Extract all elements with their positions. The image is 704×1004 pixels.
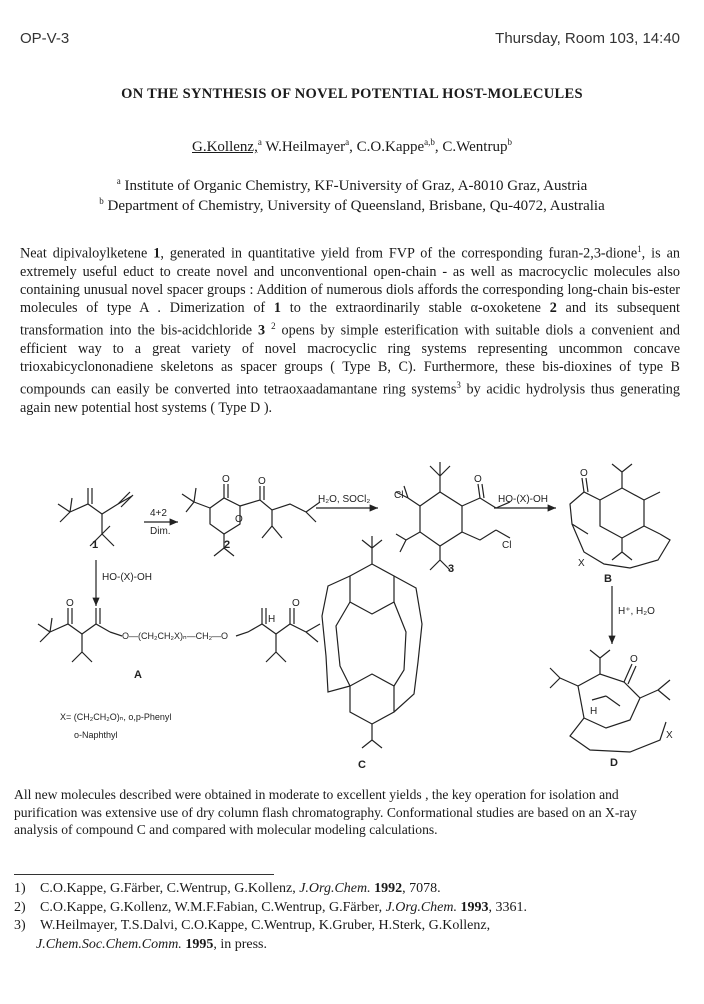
citation-1: 1 <box>637 244 642 254</box>
reference-2-number: 2) <box>14 899 26 915</box>
atom-label-o-6: O <box>66 598 74 609</box>
author-heilmayer: W.Heilmayer <box>261 139 346 155</box>
arrow-hplus-label: H⁺, H₂O <box>618 606 655 617</box>
abstract-text-3: , is an extremely useful educt to create novel and unconventional open-chain - as well as macrocyclic molecules also containing unusual novel spacer groups : Addition of numerous diols affords the corresponding long-chain bis-ester molecules of type A . Dimerization of <box>20 245 680 317</box>
reference-3-number: 3) <box>14 918 26 933</box>
session-code: OP-V-3 <box>20 30 70 47</box>
compound-label-1: 1 <box>92 539 99 551</box>
compound-ref-1b: 1 <box>273 300 281 317</box>
arrow-dim-label-top: 4+2 <box>150 508 167 519</box>
structure-compound-b <box>570 464 670 568</box>
references-list <box>14 880 682 954</box>
atom-label-o-1: O <box>235 514 243 525</box>
abstract-text-7: by acidic hydrolysis thus generating again new potential host systems ( Type D ). <box>20 381 680 416</box>
atom-label-cl-2: Cl <box>502 540 512 551</box>
affiliation-a-text: Institute of Organic Chemistry, KF-University of Graz, A-8010 Graz, Austria <box>124 178 588 194</box>
reference-2-pages: , 3361. <box>488 899 528 915</box>
chain-a-label: O—(CH₂CH₂X)ₙ—CH₂—O <box>122 631 229 641</box>
citation-2: 2 <box>271 321 276 332</box>
affiliation-b-mark: b <box>99 196 104 206</box>
atom-label-h-a: H <box>268 614 276 625</box>
x-definition-line-2: o-Naphthyl <box>74 730 118 740</box>
arrow-h2o-socl2-label: H₂O, SOCl₂ <box>318 494 371 505</box>
reference-3 <box>14 917 682 954</box>
author-kappe: , C.O.Kappe <box>349 139 425 155</box>
author-kollenz-affil: a <box>257 137 262 147</box>
abstract-text-6: opens by simple esterification with suitable diols a convenient and efficient way to a great variety of novel macrocyclic ring systems representing uncommon concave trioxabicyclononadiene skeletons as spacer groups ( Type B, C). Furthermore, these bis-dioxines of type B compounds can easily be converted into tetraoxaadamantane ring systems <box>20 322 681 398</box>
atom-label-o-5: O <box>580 468 588 479</box>
affiliation-b-text: Department of Chemistry, University of Queensland, Brisbane, Qu-4072, Australia <box>107 198 605 214</box>
compound-label-d: D <box>610 757 618 769</box>
structure-compound-c <box>322 536 422 748</box>
reference-3-authors: W.Heilmayer, T.S.Dalvi, C.O.Kappe, C.Wentrup, K.Gruber, H.Sterk, G.Kollenz, <box>40 918 491 933</box>
atom-label-o-3: O <box>258 476 266 487</box>
compound-label-c: C <box>358 759 366 771</box>
author-wentrup: , C.Wentrup <box>434 139 508 155</box>
reference-1 <box>14 880 682 899</box>
reference-1-authors: C.O.Kappe, G.Färber, C.Wentrup, G.Kollenz, <box>40 881 300 896</box>
citation-3: 3 <box>456 380 461 391</box>
affiliation-a-mark: a <box>116 176 121 186</box>
reference-2 <box>14 899 682 918</box>
atom-label-h-d: H <box>590 706 598 717</box>
arrow-diol-label-1: HO-(X)-OH <box>498 494 548 505</box>
abstract-text-1: Neat dipivaloylketene <box>20 245 154 262</box>
atom-label-o-4: O <box>474 474 482 485</box>
atom-label-o-2: O <box>222 474 230 485</box>
reference-2-journal: J.Org.Chem. <box>385 899 458 915</box>
reference-2-authors: C.O.Kappe, G.Kollenz, W.M.F.Fabian, C.Wentrup, G.Färber, <box>40 899 386 915</box>
author-kollenz: G.Kollenz, <box>192 139 258 155</box>
compound-label-b: B <box>604 573 612 585</box>
atom-label-o-8: O <box>630 654 638 665</box>
author-wentrup-affil: b <box>507 137 512 147</box>
reference-3-pages: , in press. <box>213 936 267 952</box>
compound-ref-1: 1 <box>153 245 161 262</box>
reference-3-year: 1995 <box>181 936 214 952</box>
compound-ref-3: 3 <box>258 322 266 339</box>
reference-1-pages: , 7078. <box>402 881 441 896</box>
atom-label-cl-1: Cl <box>394 490 404 501</box>
reference-3-continuation <box>14 936 682 955</box>
affiliation-a <box>0 176 704 195</box>
compound-label-2: 2 <box>224 539 231 551</box>
reference-1-year: 1992 <box>370 881 403 896</box>
conclusion-paragraph: All new molecules described were obtained in moderate to excellent yields , the key operation for isolation and purification was extensive use of dry column flash chromatography. Conformational studies are based on an X-ray analysis of compound C and compared with molecular modeling calculations. <box>14 787 637 838</box>
structure-compound-d <box>550 650 670 752</box>
affiliation-b <box>0 196 704 215</box>
session-schedule: Thursday, Room 103, 14:40 <box>495 30 680 47</box>
compound-ref-2: 2 <box>549 300 557 317</box>
atom-label-x-b: X <box>578 558 585 569</box>
compound-label-3: 3 <box>448 563 455 575</box>
compound-label-a: A <box>134 669 142 681</box>
reference-1-number: 1) <box>14 881 26 896</box>
reference-2-year: 1993 <box>457 899 489 915</box>
paper-title: ON THE SYNTHESIS OF NOVEL POTENTIAL HOST-MOLECULES <box>121 86 583 102</box>
x-definition-line-1: X= (CH₂CH₂O)ₙ, o,p-Phenyl <box>60 712 172 722</box>
author-list <box>0 137 704 156</box>
arrow-diol-label-2: HO-(X)-OH <box>102 572 152 583</box>
author-heilmayer-affil: a <box>345 137 350 147</box>
atom-label-o-7: O <box>292 598 300 609</box>
reaction-scheme <box>10 456 694 776</box>
author-kappe-affil: a,b <box>424 137 435 147</box>
structure-compound-2 <box>182 484 320 556</box>
atom-label-x-d: X <box>666 730 673 741</box>
abstract-text-5: and its subsequent transformation into the bis-acidchloride <box>20 300 680 339</box>
structure-compound-3 <box>396 462 510 570</box>
arrow-dim-label-bottom: Dim. <box>150 526 171 537</box>
abstract-paragraph <box>20 240 680 417</box>
abstract-text-2: , generated in quantitative yield from FVP of the corresponding furan-2,3-dione <box>160 245 638 262</box>
reference-1-journal: J.Org.Chem. <box>299 881 371 896</box>
abstract-text-4: to the extraordinarily stable α-oxoketene <box>281 300 550 317</box>
reference-3-journal: J.Chem.Soc.Chem.Comm. <box>36 936 182 952</box>
structure-compound-1 <box>58 488 133 546</box>
references-divider <box>14 874 274 875</box>
